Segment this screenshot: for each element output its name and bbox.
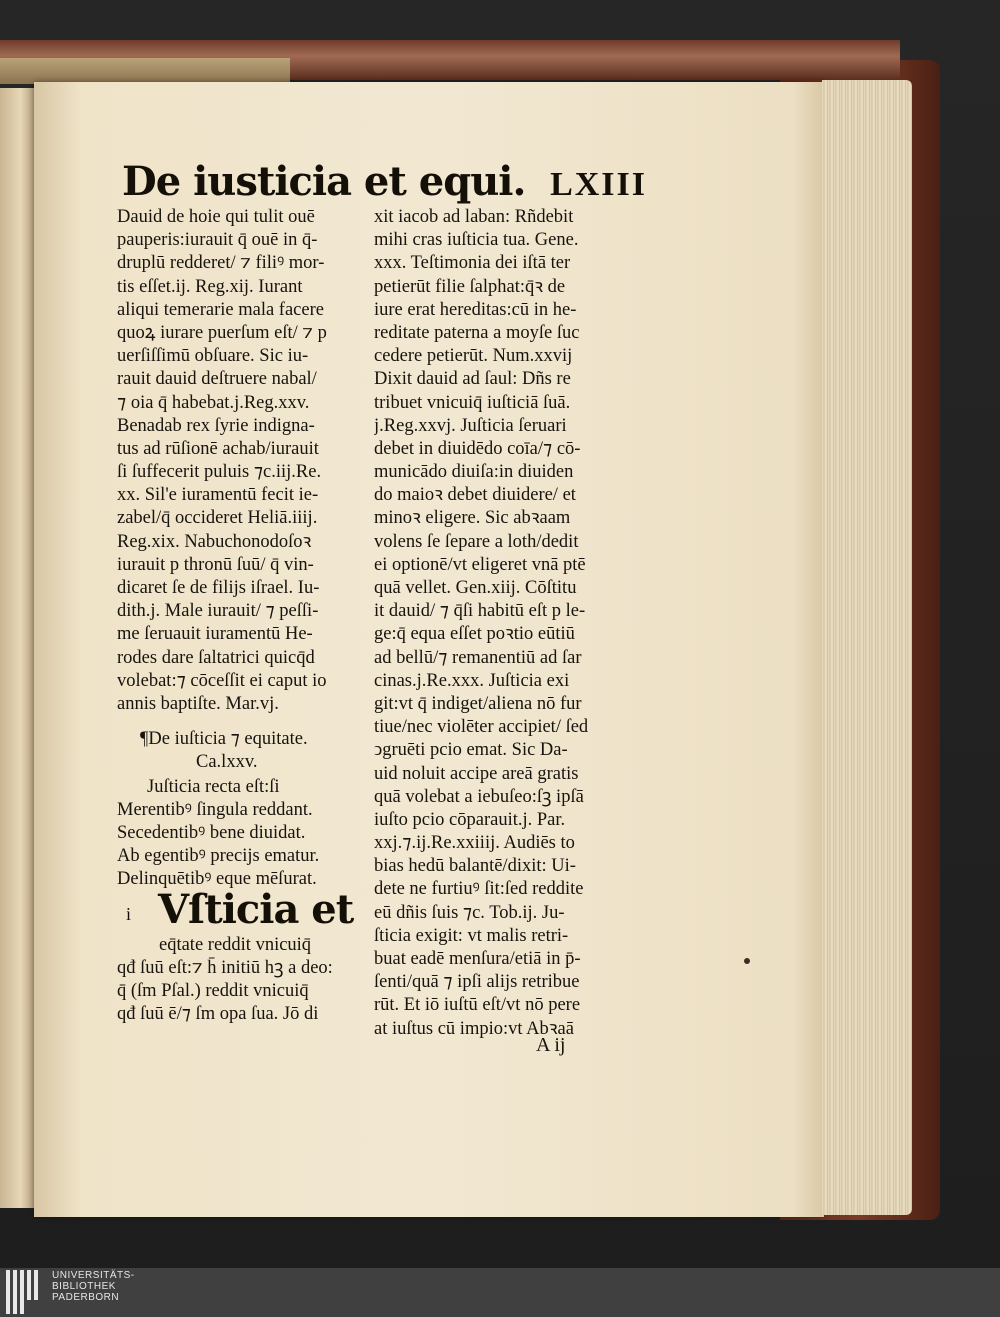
text-line: petierūt filie ſalphat:q̄ꝛ de [374,276,566,297]
facing-page-edge [0,88,34,1208]
text-line: it dauid/ ⁊ q̄ſi habitū eſt p le- [374,601,586,622]
text-line: ſenti/quā ⁊ ipſi alijs retribue [374,972,580,993]
text-line: ⁊ oia q̄ habebat.j.Reg.xxv. [117,392,310,413]
text-line: iure erat hereditas:cū in he- [374,299,577,320]
text-line: quā vellet. Gen.xiij. Cōſtitu [374,578,577,598]
library-logo-icon [6,1270,42,1314]
signature-mark: A ij [536,1034,566,1056]
ink-spot [744,958,750,964]
text-line: annis baptiſte. Mar.vj. [117,693,279,714]
text-line: iurauit p thronū ſuū/ q̄ vin- [117,554,314,575]
text-line: tiue/nec violēter accipiet/ ſed [374,717,589,738]
text-line: rūt. Et iō iuſtū eſt/vt nō pere [374,995,581,1016]
text-line: qđ ſuū eſt:⁊ h̄ initiū hꝫ a deo: [117,958,333,978]
text-line: minoꝛ eligere. Sic abꝛaam [374,508,571,529]
library-logo-text [52,1270,135,1303]
left-column-end [117,934,372,1026]
text-line: Benadab rex ſyrie indigna- [117,415,315,436]
verse-line: Juſticia recta eſt:ſi [147,777,280,797]
verse-block [117,776,372,891]
text-line: aliqui temerarie mala facere [117,299,324,320]
text-line: buat eadē menſura/etiā in p̄- [374,949,581,969]
running-title: De iusticia et equi. [122,158,526,205]
text-line: municādo diuiſa:in diuiden [374,462,574,483]
text-line: iuſto pcio cōparauit.j. Par. [374,809,566,830]
initial-line [120,888,375,932]
text-line: xxx. Teſtimonia dei iſtā ter [374,253,571,274]
text-line: ↄgruēti pcio emat. Sic Da- [374,740,568,761]
guide-letter: i [126,904,132,924]
text-line: qđ ſuū ē/⁊ ſm opa ſua. Jō di [117,1004,319,1024]
text-line: ge:q̄ equa eſſet poꝛtio eūtiū [374,624,575,645]
verse-line: Ab egentibꝰ precijs ematur. [117,846,320,866]
text-line: ei optionē/vt eligeret vnā ptē [374,554,586,575]
text-line: volens ſe ſepare a loth/dedit [374,531,579,552]
book-top-binding-light [0,58,290,84]
text-line: q̄ (ſm Pſal.) reddit vnicuiq̄ [117,981,309,1001]
text-line: druplū redderet/ ⁊ filiꝰ mor- [117,253,325,274]
text-line: tis eſſet.ij. Reg.xij. Iurant [117,276,303,297]
text-line: quā volebat a iebuſeo:ſꝫ ipſā [374,786,584,807]
verse-line: Delinquētibꝰ eque mēſurat. [117,869,317,889]
text-line: mihi cras iuſticia tua. Gene. [374,230,579,251]
logo-line: BIBLIOTHEK [52,1281,116,1292]
text-line: ad bellū/⁊ remanentiū ad ſar [374,647,582,668]
text-line: zabel/q̄ occideret Heliā.iiij. [117,508,318,529]
text-line: cinas.j.Re.xxx. Juſticia exi [374,670,570,691]
text-line: do maioꝛ debet diuidere/ et [374,485,576,506]
chapter-title: ¶De iuſticia ⁊ equitate. [140,729,308,749]
text-line: at iuſtus cū impio:vt Abꝛaā [374,1018,574,1039]
initial-text: Vſticia et [158,886,354,933]
logo-line: UNIVERSITÄTS- [52,1270,135,1281]
text-line: tribuet vnicuiq̄ iuſticiā ſuā. [374,392,571,413]
text-line: pauperis:iurauit q̄ ouē in q̄- [117,230,318,251]
text-line: Dauid de hoie qui tulit ouē [117,207,315,227]
text-line: dete ne furtiuꝰ ſit:ſed reddite [374,879,584,900]
text-line: quoꝝ iurare puerſum eſt/ ⁊ p [117,322,327,343]
verse-line: Merentibꝰ ſingula reddant. [117,800,313,820]
text-line: eq̄tate reddit vnicuiq̄ [159,935,312,955]
text-line: volebat:⁊ cōceſſit ei caput io [117,670,327,691]
text-line: xit iacob ad laban: Rñdebit [374,207,574,227]
text-line: j.Reg.xxvj. Juſticia ſeruari [374,415,567,436]
text-line: rauit dauid deſtruere nabal/ [117,369,317,390]
text-line: xx. Sil'e iuramentū fecit ie- [117,485,319,506]
text-line: cedere petierūt. Num.xxvij [374,346,573,367]
text-line: dith.j. Male iurauit/ ⁊ peſſi- [117,601,319,622]
text-line: eū dñis ſuis ⁊c. Tob.ij. Ju- [374,902,565,923]
verse-line: Secedentibꝰ bene diuidat. [117,823,306,843]
text-line: bias hedū balantē/dixit: Ui- [374,856,576,877]
page-fore-edge [822,80,912,1215]
chapter-number: Ca.lxxv. [196,752,258,772]
right-column [374,206,644,1041]
text-line: uid noluit accipe areā gratis [374,763,579,784]
text-line: reditate paterna a moyſe ſuc [374,322,580,343]
text-line: me ſeruauit iuramentū He- [117,624,313,645]
text-line: debet in diuidēdo coīa/⁊ cō- [374,438,581,459]
text-line: dicaret ſe de filijs iſrael. Iu- [117,578,320,598]
footer-bar [0,1268,1000,1317]
left-column [117,206,372,716]
text-line: git:vt q̄ indiget/aliena nō fur [374,693,582,714]
folio-number: LXIII [550,166,647,203]
text-line: ſi ſuffecerit puluis ⁊c.iij.Re. [117,462,322,483]
text-line: Dixit dauid ad ſaul: Dñs re [374,369,571,390]
chapter-heading [140,728,370,774]
text-line: uerſiſſimū obſuare. Sic iu- [117,346,309,367]
running-header [122,150,647,205]
text-line: rodes dare ſaltatrici quicq̄d [117,647,315,668]
text-line: xxj.⁊.ij.Re.xxiiij. Audiēs to [374,833,575,854]
text-line: tus ad rūſionē achab/iurauit [117,438,319,459]
logo-line: PADERBORN [52,1292,120,1303]
text-line: Reg.xix. Nabuchonodoſoꝛ [117,531,312,552]
text-line: ſticia exigit: vt malis retri- [374,925,569,946]
